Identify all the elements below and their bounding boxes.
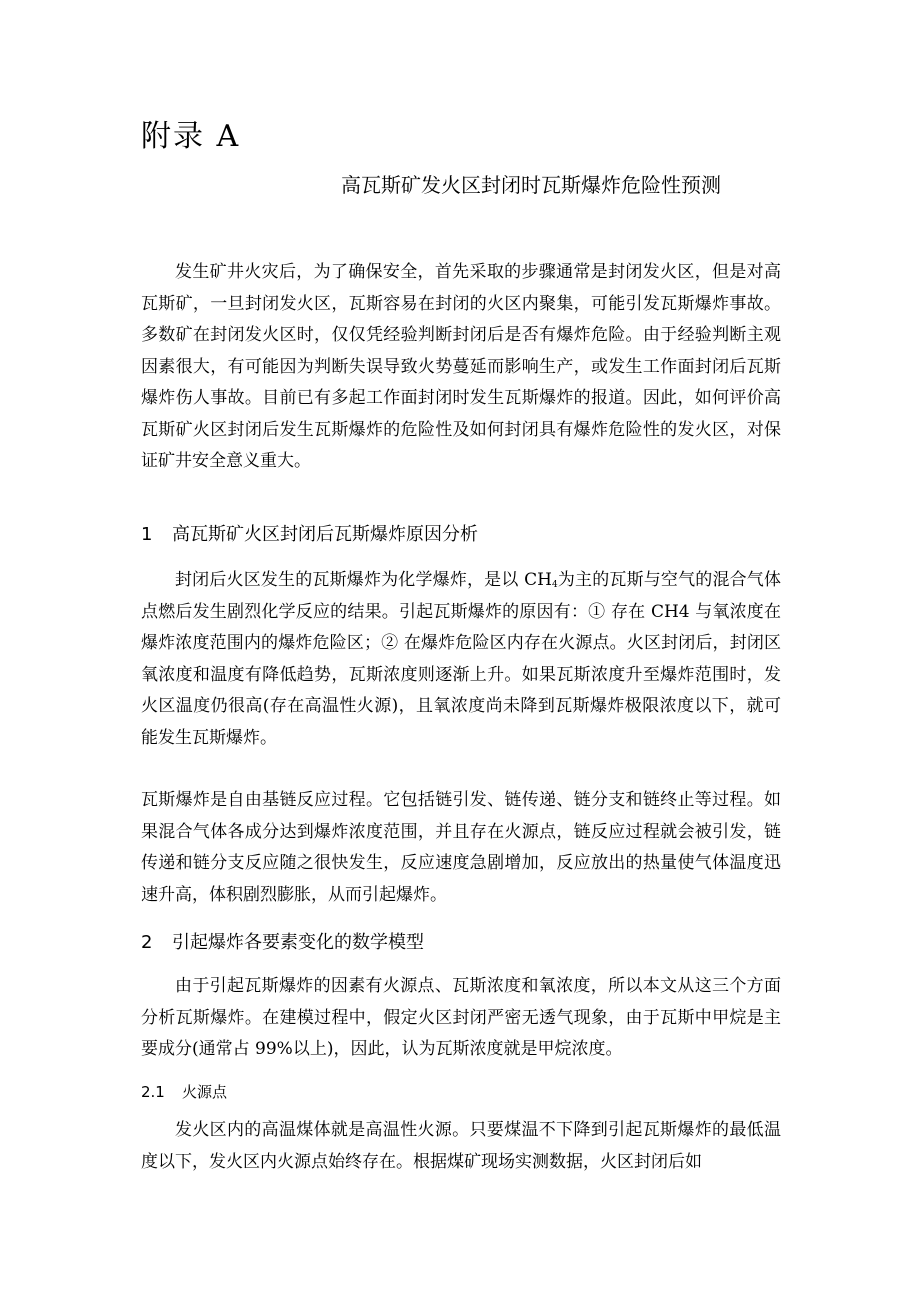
- intro-paragraph: 发生矿井火灾后，为了确保安全，首先采取的步骤通常是封闭发火区，但是对高瓦斯矿，一旦封闭发火区，瓦斯容易在封闭的火区内聚集，可能引发瓦斯爆炸事故。多数矿在封闭发火区时，仅仅凭经验判断封闭后是否有爆炸危险。由于经验判断主观因素很大，有可能因为判断失误导致火势蔓延而影响生产，或发生工作面封闭后瓦斯爆炸伤人事故。目前已有多起工作面封闭时发生瓦斯爆炸的报道。因此，如何评价高瓦斯矿火区封闭后发生瓦斯爆炸的危险性及如何封闭具有爆炸危险性的发火区，对保证矿井安全意义重大。: [141, 262, 781, 471]
- section-2-1-heading: [141, 1080, 227, 1104]
- paragraph-text: 封闭后火区发生的瓦斯爆炸为化学爆炸，是以 CH: [175, 570, 552, 590]
- section-number: 2: [141, 932, 153, 953]
- appendix-label: 附录 A: [141, 119, 241, 154]
- section-2-heading: [141, 929, 424, 957]
- section-title: 火源点: [182, 1083, 228, 1101]
- document-title: 高瓦斯矿发火区封闭时瓦斯爆炸危险性预测: [341, 173, 721, 197]
- section-1-paragraph-2: 瓦斯爆炸是自由基链反应过程。它包括链引发、链传递、链分支和链终止等过程。如果混合气体各成分达到爆炸浓度范围，并且存在火源点，链反应过程就会被引发，链传递和链分支反应随之很快发生，反应速度急剧增加，反应放出的热量使气体温度迅速升高，体积剧烈膨胀，从而引起爆炸。: [141, 790, 781, 905]
- section-title: 引起爆炸各要素变化的数学模型: [172, 932, 424, 953]
- subscript: 4: [551, 580, 558, 590]
- section-number: 1: [141, 524, 153, 545]
- section-1-paragraph-1: [141, 565, 781, 754]
- paragraph-text: 为主的瓦斯与空气的混合气体点燃后发生剧烈化学反应的结果。引起瓦斯爆炸的原因有：① 存在 CH4 与氧浓度在爆炸浓度范围内的爆炸危险区；② 在爆炸危险区内存在火源点。火区封闭后，封闭区氧浓度和温度有降低趋势，瓦斯浓度则逐渐上升。如果瓦斯浓度升至爆炸范围时，发火区温度仍很高(存在高温性火源)，且氧浓度尚未降到瓦斯爆炸极限浓度以下，就可能发生瓦斯爆炸。: [141, 570, 781, 748]
- section-1-heading: [141, 521, 478, 549]
- section-2-paragraph-1: 由于引起瓦斯爆炸的因素有火源点、瓦斯浓度和氧浓度，所以本文从这三个方面分析瓦斯爆炸。在建模过程中，假定火区封闭严密无透气现象，由于瓦斯中甲烷是主要成分(通常占 99%以上)，因此，认为瓦斯浓度就是甲烷浓度。: [141, 976, 781, 1059]
- section-2-1-paragraph-1: 发火区内的高温煤体就是高温性火源。只要煤温不下降到引起瓦斯爆炸的最低温度以下，发火区内火源点始终存在。根据煤矿现场实测数据，火区封闭后如: [141, 1120, 781, 1172]
- section-title: 高瓦斯矿火区封闭后瓦斯爆炸原因分析: [172, 524, 478, 545]
- section-number: 2.1: [141, 1083, 165, 1101]
